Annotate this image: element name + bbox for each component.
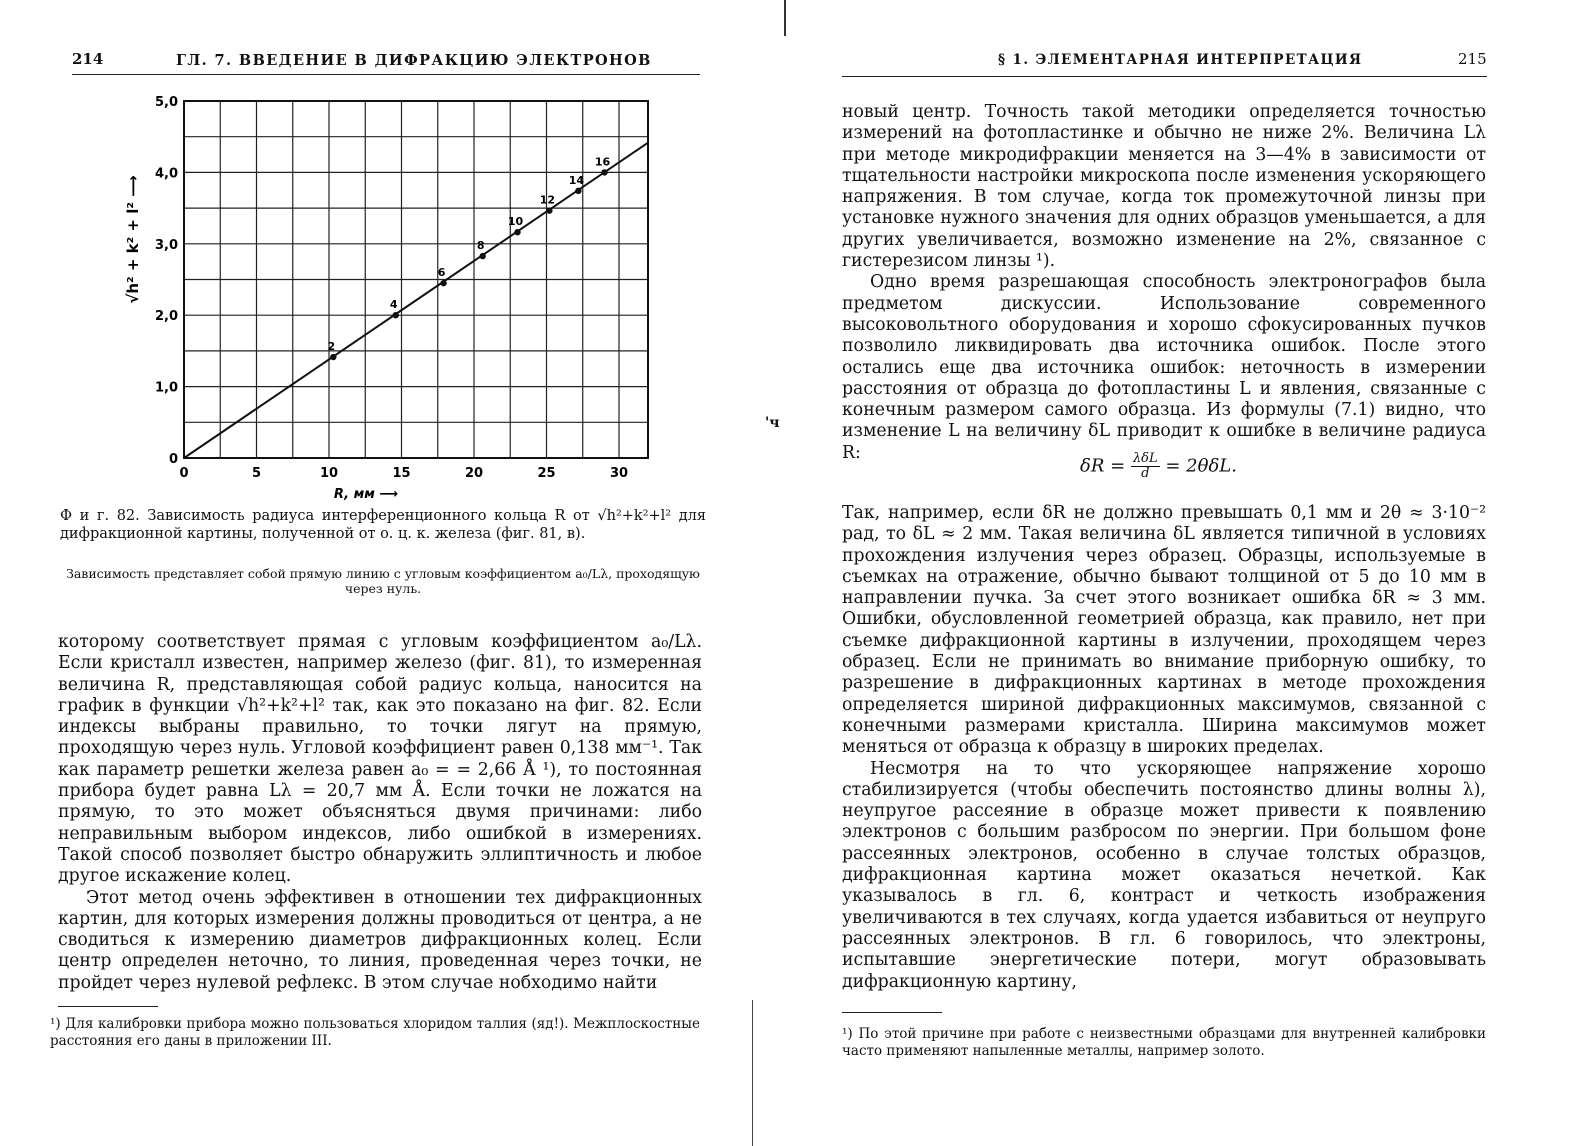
x-tick-label: 5 xyxy=(251,466,262,481)
data-point-label: 6 xyxy=(437,266,446,280)
paragraph: которому соответствует прямая с угловым коэффициентом a₀/Lλ. Если кристалл известен, например железо (фиг. 81), то измеренная величина R, представляющая собой радиус кольца, наносится на график в функции √h²+k²+l² так, как это показано на фиг. 82. Если индексы выбраны правильно, то точки лягут на прямую, проходящую через нуль. Угловой коэффициент равен 0,138 мм⁻¹. Так как параметр решетки железа равен a₀ = = 2,66 Å ¹), то постоянная прибора будет равна Lλ = 20,7 мм Å. Если точки не ложатся на прямую, то это может объясняться двумя причинами: либо неправильным выбором индексов, либо ошибкой в измерениях. Такой способ позволяет быстро обнаружить эллиптичность и любое другое искажение колец. xyxy=(58,632,702,887)
footnote-rule xyxy=(842,1012,942,1013)
paragraph: Несмотря на то что ускоряющее напряжение хорошо стабилизируется (чтобы обеспечить постоянство длины волны λ), неупругое рассеяние в образце может привести к появлению электронов с большим разбросом по энергии. При большом фоне рассеянных электронов, особенно в случае толстых образцов, дифракционная картина может оказаться нечеткой. Как указывалось в гл. 6, контраст и четкость изображения увеличиваются в тех случаях, когда удается избавиться от неупруго рассеянных электронов. В гл. 6 говорилось, что электроны, испытавшие энергетические потери, могут образовывать дифракционную картину, xyxy=(842,758,1486,992)
footnote-rule xyxy=(58,1006,158,1007)
data-point-label: 12 xyxy=(539,193,556,207)
formula-denominator: d xyxy=(1141,466,1150,481)
data-point-label: 2 xyxy=(327,340,336,354)
data-point-label: 4 xyxy=(389,298,398,312)
right-body-bottom xyxy=(842,503,1486,993)
y-tick-label: 0 xyxy=(168,452,178,467)
x-axis-label: R, мм ⟶ xyxy=(333,487,399,502)
formula-fraction xyxy=(1131,452,1160,481)
chart-ticks xyxy=(155,95,628,481)
data-point xyxy=(440,280,446,286)
data-point xyxy=(546,207,552,213)
y-tick-label: 2,0 xyxy=(154,309,178,325)
right-page xyxy=(790,0,1571,1146)
data-point xyxy=(514,229,520,235)
x-tick-label: 10 xyxy=(319,466,339,481)
data-point xyxy=(601,169,607,175)
chart-grid xyxy=(184,101,648,458)
chart-figure-82 xyxy=(100,86,720,506)
y-tick-label: 5,0 xyxy=(154,95,178,110)
data-point-label: 16 xyxy=(594,155,611,169)
footnote-right: ¹) По этой причине при работе с неизвестными образцами для внутренней калибровки часто применяют напыленные металлы, например золото. xyxy=(842,1026,1486,1059)
left-page xyxy=(0,0,775,1146)
data-point-label: 10 xyxy=(507,215,524,229)
data-point xyxy=(393,312,399,318)
paragraph: Так, например, если δR не должно превышать 0,1 мм и 2θ ≈ 3·10⁻² рад, то δL ≈ 2 мм. Такая величина δL является типичной в условиях прохождения излучения через образец. Образцы, используемые в съемках на отражение, обычно бывают толщиной от 5 до 10 мм в направлении пучка. За счет этого возникает ошибка δR ≈ 3 мм. Ошибки, обусловленной геометрией образца, как правило, нет при съемке дифракционной картины в излучении, проходящем через образец. Если не принимать во внимание приборную ошибку, то разрешение в дифракционных картинах в методе прохождения определяется шириной дифракционных максимумов, связанной с конечными размерами кристалла. Ширина максимумов может меняться от образца к образцу в широких пределах. xyxy=(842,503,1486,758)
y-tick-label: 1,0 xyxy=(154,380,178,396)
x-tick-label: 15 xyxy=(392,466,411,481)
data-point-label: 14 xyxy=(568,173,585,187)
footnote-left: ¹) Для калибровки прибора можно пользоваться хлоридом таллия (яд!). Межплоскостные расстояния его даны в приложении III. xyxy=(50,1016,700,1049)
x-tick-label: 0 xyxy=(179,466,189,481)
formula-numerator: λδL xyxy=(1132,451,1158,466)
paragraph: новый центр. Точность такой методики определяется точностью измерений на фотопластинке и обычно не ниже 2%. Величина Lλ при методе микродифракции меняется на 3—4% в зависимости от тщательности настройки микроскопа после изменения ускоряющего напряжения. В том случае, когда ток промежуточной линзы при установке нужного значения для одних образцов уменьшается, а для других увеличивается, возможно изменение на 2%, связанное с гистерезисом линзы ¹). xyxy=(842,102,1486,272)
data-point xyxy=(480,253,486,259)
y-tick-label: 4,0 xyxy=(154,166,178,182)
x-tick-label: 25 xyxy=(537,466,556,481)
binding-edge xyxy=(752,1000,753,1146)
figure-caption: Ф и г. 82. Зависимость радиуса интерференционного кольца R от √h²+k²+l² для дифракционной картины, полученной от о. ц. к. железа (фиг. 81, в). xyxy=(60,508,706,542)
right-body-top xyxy=(842,102,1486,464)
header-rule-right xyxy=(842,76,1487,77)
data-point xyxy=(575,188,581,194)
left-body xyxy=(58,632,702,994)
page-number-left: 214 xyxy=(72,50,104,68)
chart-points xyxy=(328,155,611,360)
x-tick-label: 20 xyxy=(464,466,484,481)
page-number-right: 215 xyxy=(1458,50,1487,68)
gutter-mark: 'ч xyxy=(765,415,780,431)
figure-caption-note: Зависимость представляет собой прямую линию с угловым коэффициентом a₀/Lλ, проходящую через нуль. xyxy=(66,566,700,596)
running-header-right: § 1. ЭЛЕМЕНТАРНАЯ ИНТЕРПРЕТАЦИЯ xyxy=(998,52,1363,68)
header-rule-left xyxy=(72,74,700,75)
formula-right: = 2θδL. xyxy=(1165,455,1237,477)
data-point xyxy=(330,354,336,360)
formula-left: δR = xyxy=(1080,455,1126,477)
x-tick-label: 30 xyxy=(609,466,629,481)
binding-tick xyxy=(784,0,786,36)
data-point-label: 8 xyxy=(476,239,485,253)
formula-7-2 xyxy=(1080,452,1237,481)
running-header-left: ГЛ. 7. ВВЕДЕНИЕ В ДИФРАКЦИЮ ЭЛЕКТРОНОВ xyxy=(176,52,652,69)
paragraph: Одно время разрешающая способность электронографов была предметом дискуссии. Использование современного высоковольтного оборудования и хорошо сфокусированных пучков позволило ликвидировать два источника ошибок. После этого остались еще два источника ошибок: неточность в измерении расстояния от образца до фотопластины L и явления, связанные с конечным размером самого образца. Из формулы (7.1) видно, что изменение L на величину δL приводит к ошибке в величине радиуса R: xyxy=(842,272,1486,463)
y-axis-label: √h² + k² + l² ⟶ xyxy=(124,175,142,304)
y-tick-label: 3,0 xyxy=(154,237,178,253)
paragraph: Этот метод очень эффективен в отношении тех дифракционных картин, для которых измерения должны проводиться от центра, а не сводиться к измерению диаметров дифракционных колец. Если центр определен неточно, то линия, проведенная через точки, не пройдет через нулевой рефлекс. В этом случае нобходимо найти xyxy=(58,887,702,993)
